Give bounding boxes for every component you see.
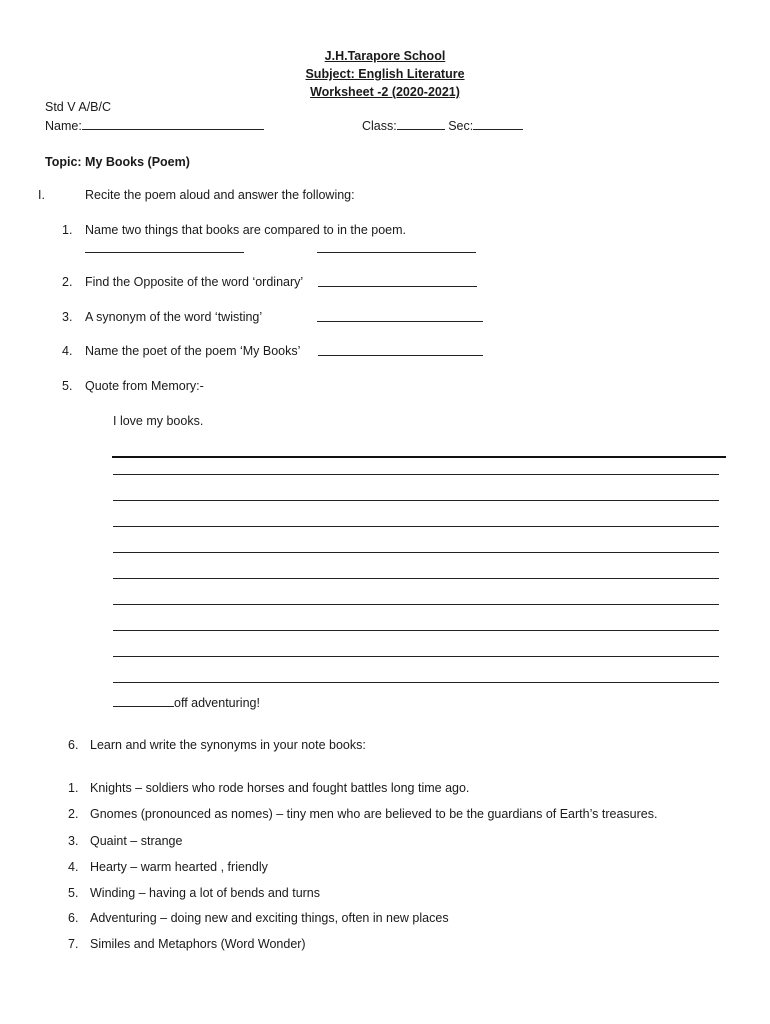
vocab-item: Similes and Metaphors (Word Wonder) xyxy=(90,937,306,951)
memory-last-line: off adventuring! xyxy=(174,696,260,710)
answer-blank[interactable] xyxy=(318,344,483,356)
question-number: 5. xyxy=(62,379,73,393)
answer-blank[interactable] xyxy=(85,241,244,253)
question-text: Name two things that books are compared to in the poem. xyxy=(85,223,407,237)
vocab-item: Winding – having a lot of bends and turns xyxy=(90,886,321,900)
section-numeral: I. xyxy=(38,188,45,202)
writing-line[interactable] xyxy=(113,474,719,475)
writing-line[interactable] xyxy=(112,456,726,458)
class-row xyxy=(362,118,523,133)
section-instruction: Recite the poem aloud and answer the following: xyxy=(85,188,355,202)
vocab-number: 2. xyxy=(68,807,79,821)
name-label: Name: xyxy=(45,119,82,133)
vocab-number: 1. xyxy=(68,781,79,795)
writing-line[interactable] xyxy=(113,682,719,683)
question-text: A synonym of the word ‘twisting’ xyxy=(85,310,263,324)
vocab-item: Gnomes (pronounced as nomes) – tiny men who are believed to be the guardians of Earth’s treasures. xyxy=(90,807,658,821)
question-number: 6. xyxy=(68,738,79,752)
writing-line[interactable] xyxy=(113,500,719,501)
sec-blank[interactable] xyxy=(473,118,523,130)
question-text: Name the poet of the poem ‘My Books’ xyxy=(85,344,301,358)
subject-title: Subject: English Literature xyxy=(305,67,465,81)
question-number: 4. xyxy=(62,344,73,358)
vocab-number: 7. xyxy=(68,937,79,951)
vocab-number: 6. xyxy=(68,911,79,925)
memory-last-row xyxy=(113,695,260,710)
worksheet-header xyxy=(0,47,770,101)
writing-line[interactable] xyxy=(113,630,719,631)
vocab-item: Adventuring – doing new and exciting things, often in new places xyxy=(90,911,449,925)
question-number: 3. xyxy=(62,310,73,324)
name-row xyxy=(45,118,264,133)
answer-blank[interactable] xyxy=(318,275,477,287)
question-number: 1. xyxy=(62,223,73,237)
sec-label: Sec: xyxy=(448,119,474,133)
vocab-number: 5. xyxy=(68,886,79,900)
writing-line[interactable] xyxy=(113,552,719,553)
question-text: Quote from Memory:- xyxy=(85,379,204,393)
class-label: Class: xyxy=(362,119,397,133)
topic-heading: Topic: My Books (Poem) xyxy=(45,155,190,169)
writing-line[interactable] xyxy=(113,526,719,527)
vocab-item: Hearty – warm hearted , friendly xyxy=(90,860,268,874)
question-text: Find the Opposite of the word ‘ordinary’ xyxy=(85,275,304,289)
writing-line[interactable] xyxy=(113,578,719,579)
class-blank[interactable] xyxy=(397,118,445,130)
answer-blank[interactable] xyxy=(317,241,476,253)
answer-blank[interactable] xyxy=(317,310,483,322)
standard-label: Std V A/B/C xyxy=(45,100,112,114)
answer-blank[interactable] xyxy=(113,695,174,707)
worksheet-title: Worksheet -2 (2020-2021) xyxy=(310,85,460,99)
writing-line[interactable] xyxy=(113,656,719,657)
question-text: Learn and write the synonyms in your note books: xyxy=(90,738,366,752)
question-number: 2. xyxy=(62,275,73,289)
writing-line[interactable] xyxy=(113,604,719,605)
vocab-number: 3. xyxy=(68,834,79,848)
vocab-number: 4. xyxy=(68,860,79,874)
memory-first-line: I love my books. xyxy=(113,414,204,428)
vocab-item: Knights – soldiers who rode horses and fought battles long time ago. xyxy=(90,781,470,795)
school-name: J.H.Tarapore School xyxy=(324,49,446,63)
vocab-item: Quaint – strange xyxy=(90,834,183,848)
name-blank[interactable] xyxy=(82,118,264,130)
